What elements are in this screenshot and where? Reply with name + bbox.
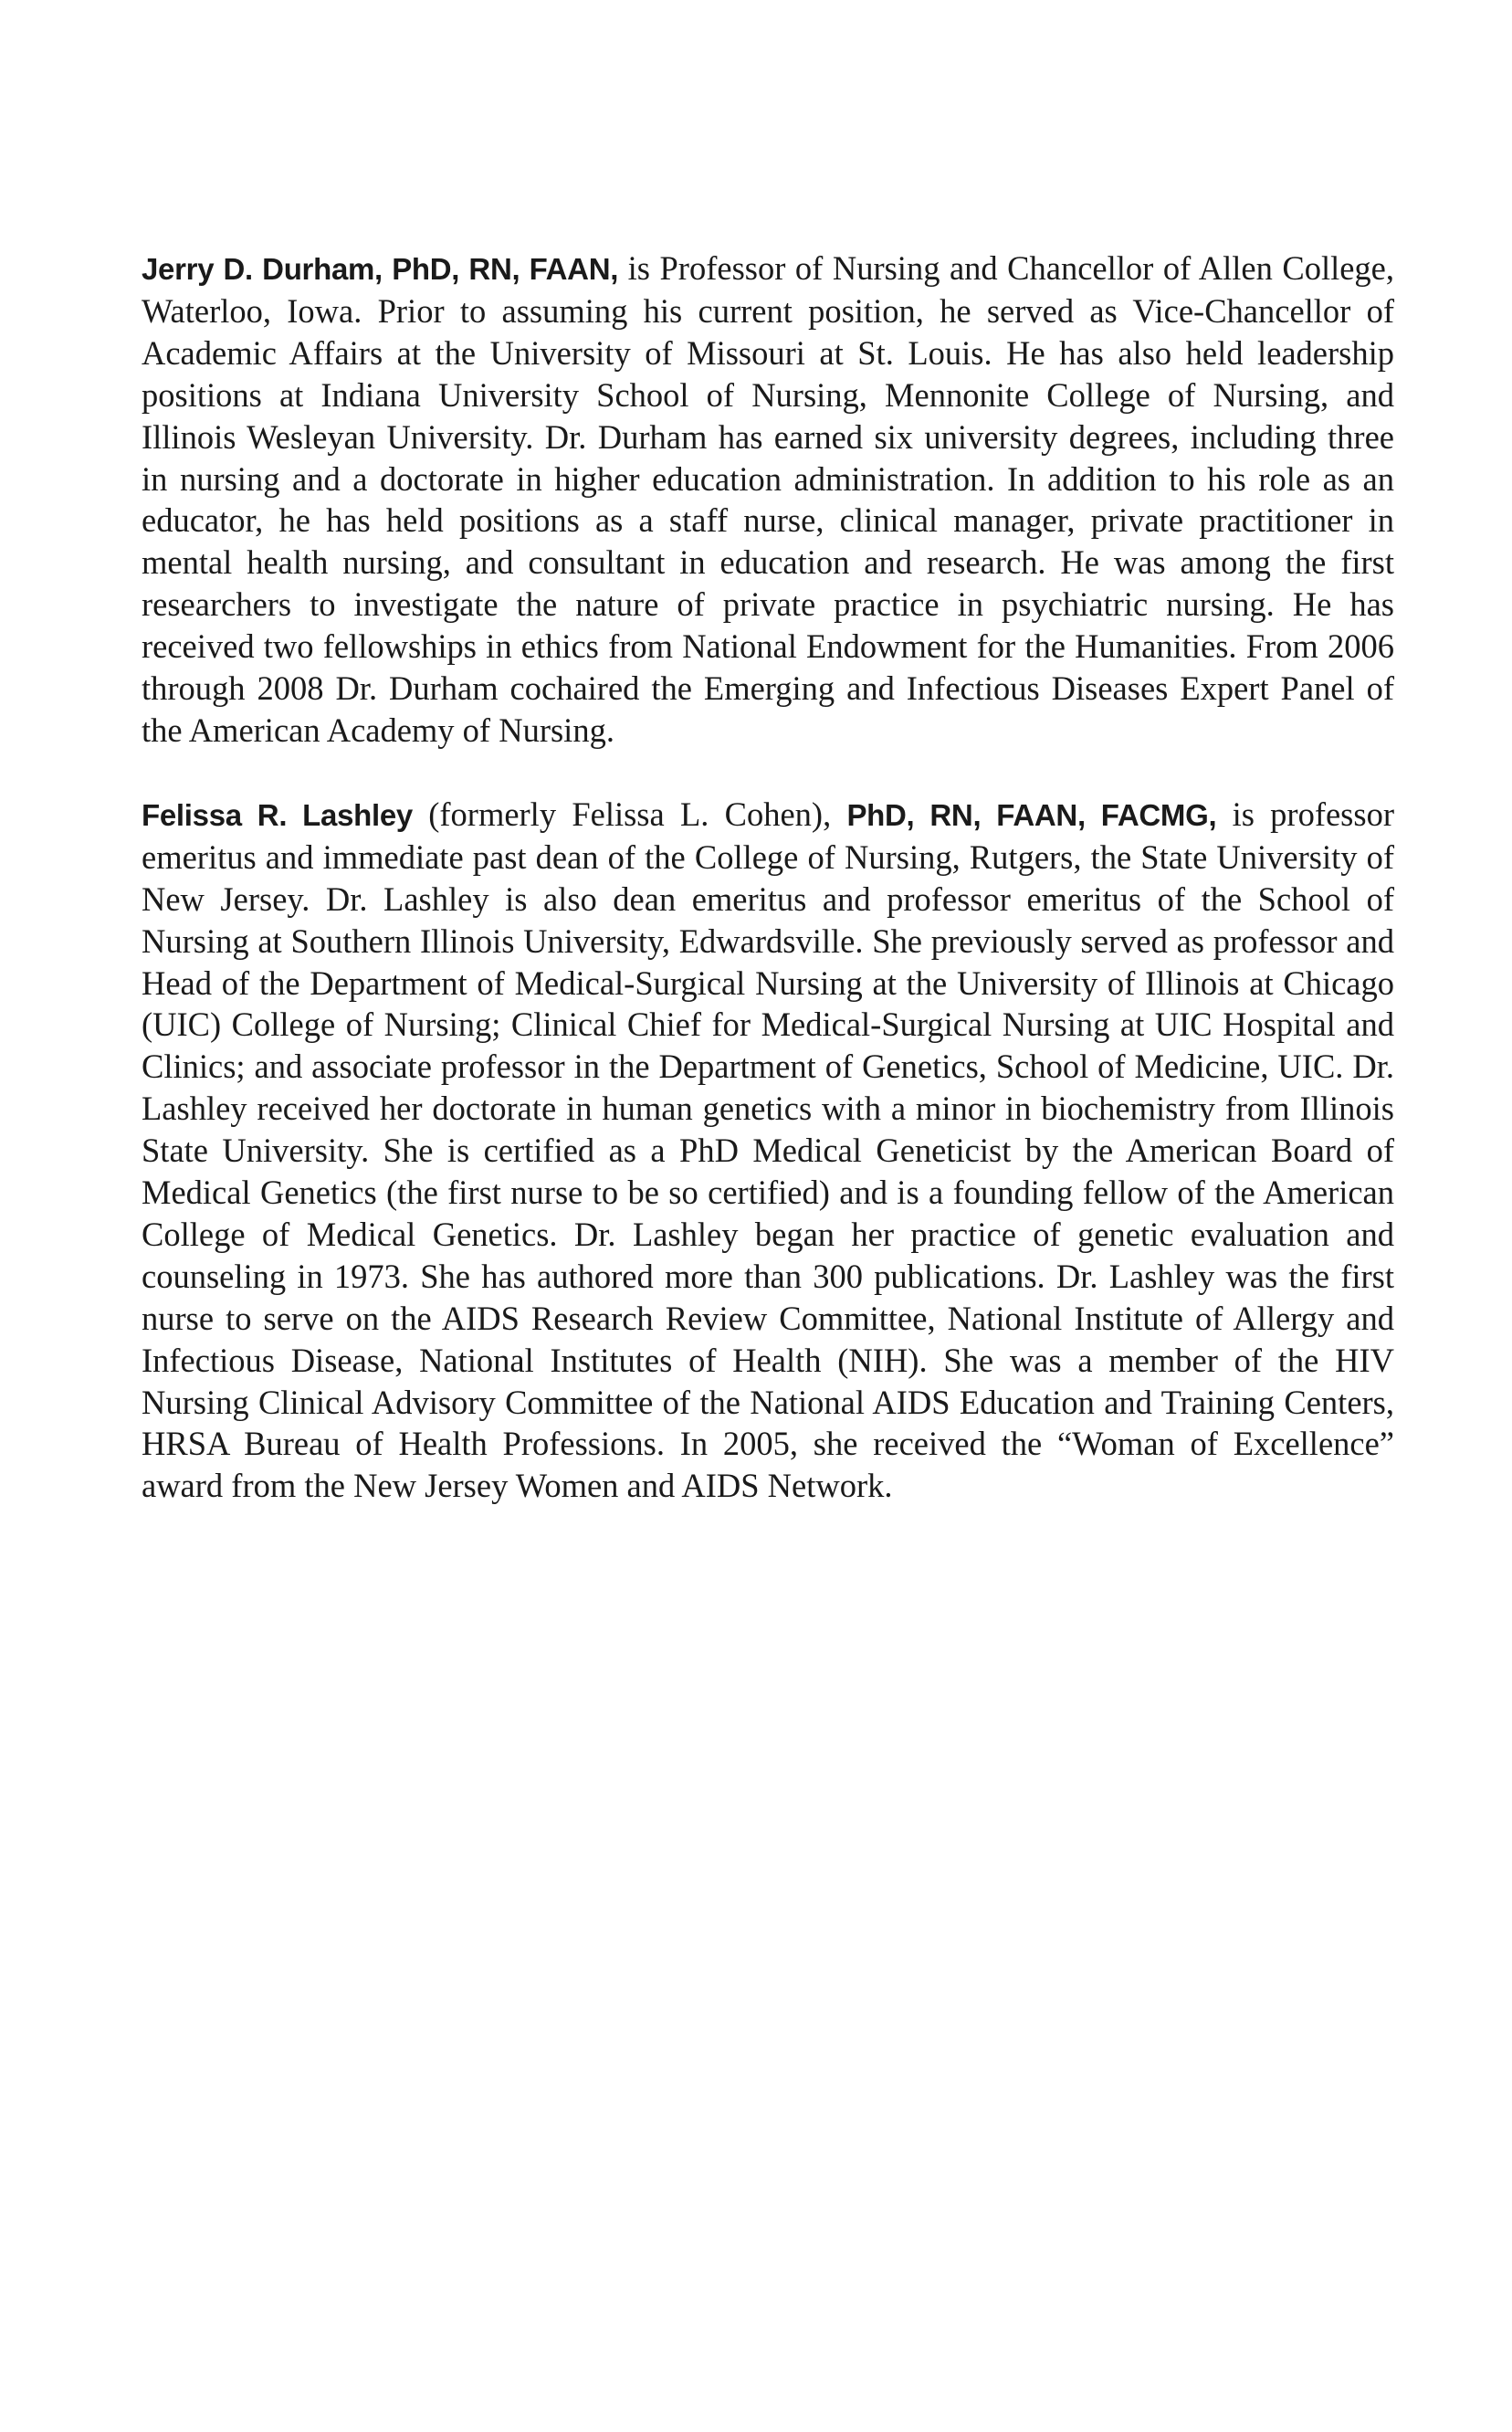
bio-durham: [142, 247, 1394, 752]
former-name: (formerly Felissa L. Cohen),: [412, 795, 847, 833]
bio-text: is professor emeritus and immediate past dean of the College of Nursing, Rutgers, the State University of New Jersey. Dr. Lashley is also dean emeritus and professor emeritus of the School of Nursing at Southern Illinois University, Edwardsville. She previously served as professor and Head of the Department of Medical-Surgical Nursing at the University of Illinois at Chicago (UIC) College of Nursing; Clinical Chief for Medical-Surgical Nursing at UIC Hospital and Clinics; and associate professor in the Department of Genetics, School of Medicine, UIC. Dr. Lashley received her doctorate in human genetics with a minor in biochemistry from Illinois State University. She is certified as a PhD Medical Geneticist by the American Board of Medical Genetics (the first nurse to be so certified) and is a founding fellow of the American College of Medical Genetics. Dr. Lashley began her practice of genetic evaluation and counseling in 1973. She has authored more than 300 publications. Dr. Lashley was the first nurse to serve on the AIDS Research Review Committee, National Institute of Allergy and Infectious Disease, National Institutes of Health (NIH). She was a member of the HIV Nursing Clinical Advisory Committee of the National AIDS Education and Training Centers, HRSA Bureau of Health Professions. In 2005, she received the “Woman of Excellence” award from the New Jersey Women and AIDS Network.: [142, 795, 1394, 1505]
author-name: Jerry D. Durham, PhD, RN, FAAN,: [142, 252, 619, 286]
author-name: Felissa R. Lashley: [142, 797, 413, 832]
author-bios: [142, 247, 1394, 1549]
bio-text: is Professor of Nursing and Chancellor of Allen College, Waterloo, Iowa. Prior to assuming his current position, he served as Vice-Chancellor of Academic Affairs at the University of Missouri at St. Louis. He has also held leadership positions at Indiana University School of Nursing, Mennonite College of Nursing, and Illinois Wesleyan University. Dr. Durham has earned six university degrees, including three in nursing and a doctorate in higher education administration. In addition to his role as an educator, he has held positions as a staff nurse, clinical manager, private practitioner in mental health nursing, and consultant in education and research. He was among the first researchers to investigate the nature of private practice in psychiatric nursing. He has received two fellowships in ethics from National Endowment for the Humanities. From 2006 through 2008 Dr. Durham cochaired the Emerging and Infectious Diseases Expert Panel of the American Academy of Nursing.: [142, 249, 1395, 749]
bio-lashley: [142, 794, 1394, 1507]
author-credentials: PhD, RN, FAAN, FACMG,: [846, 797, 1217, 832]
